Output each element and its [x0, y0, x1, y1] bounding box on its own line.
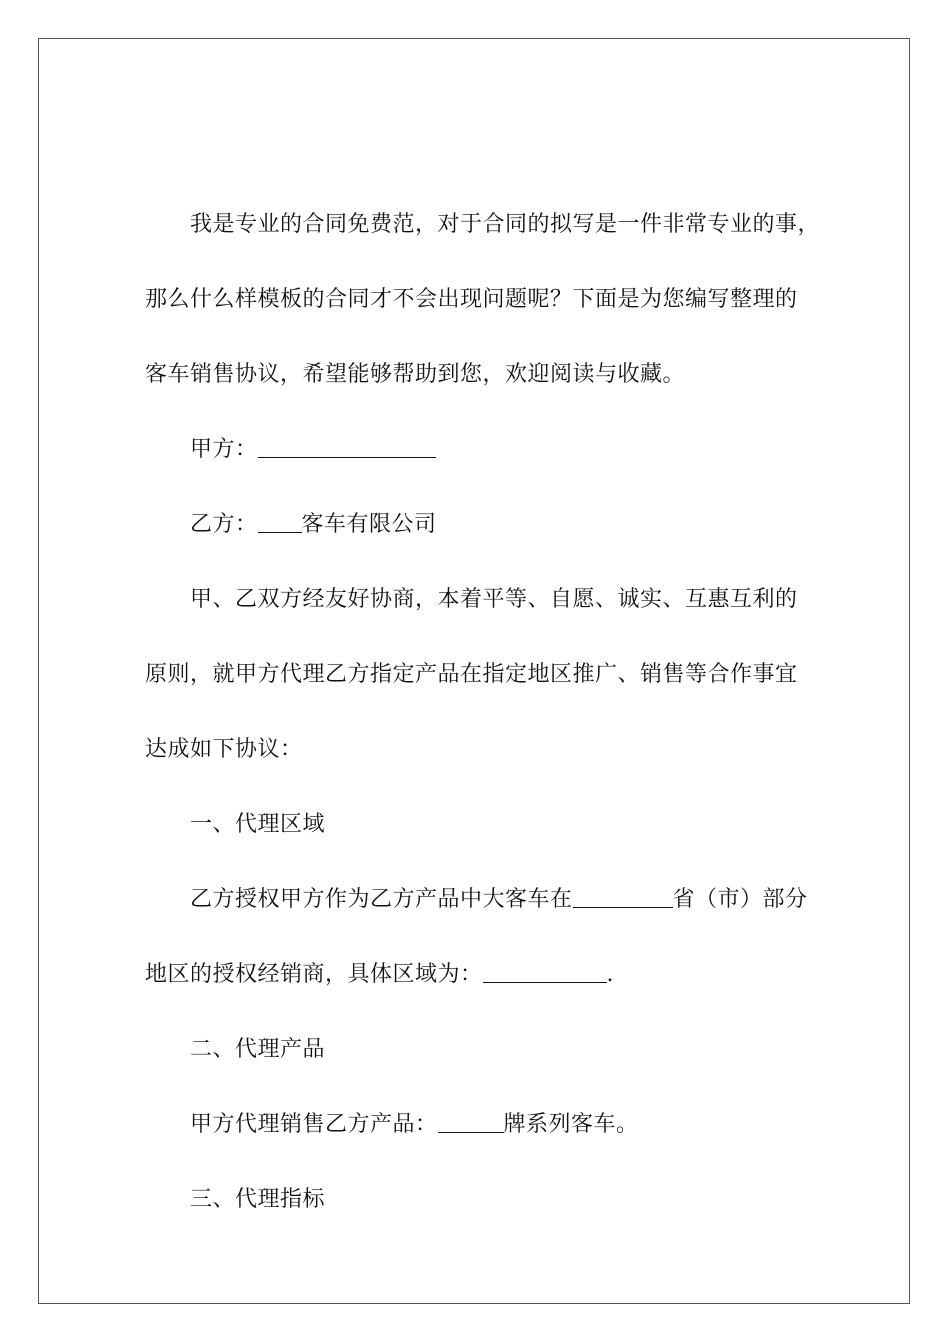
section-3-title: 三、代理指标 [190, 1187, 326, 1212]
party-b-line [145, 505, 815, 580]
section-2-prefix: 甲方代理销售乙方产品： [190, 1112, 438, 1137]
intro-line-1: 我是专业的合同免费范，对于合同的拟写是一件非常专业的事， [190, 212, 821, 237]
intro-line-3: 客车销售协议，希望能够帮助到您，欢迎阅读与收藏。 [145, 362, 686, 387]
section-1-line-1 [145, 880, 815, 955]
area-blank [483, 958, 607, 983]
document-body [145, 205, 821, 1255]
province-blank [573, 883, 673, 908]
preamble-line-2: 原则，就甲方代理乙方指定产品在指定地区推广、销售等合作事宜 [145, 662, 798, 687]
section-1-line-2-prefix: 地区的授权经销商，具体区域为： [145, 962, 483, 987]
section-1-line-1-suffix: 省（市）部分 [672, 887, 808, 912]
section-1-line-2-suffix: . [606, 962, 615, 987]
section-2-line [145, 1105, 815, 1180]
party-a-label: 甲方： [190, 437, 258, 462]
party-b-label: 乙方： [190, 512, 258, 537]
intro-line-2: 那么什么样模板的合同才不会出现问题呢？下面是为您编写整理的 [145, 287, 798, 312]
party-a-blank [258, 433, 436, 458]
section-1-line-1-prefix: 乙方授权甲方作为乙方产品中大客车在 [190, 887, 573, 912]
section-1-line-2 [145, 955, 815, 1030]
preamble-line-1: 甲、乙双方经友好协商，本着平等、自愿、诚实、互惠互利的 [190, 587, 798, 612]
brand-blank [438, 1108, 504, 1133]
party-b-suffix: 客车有限公司 [301, 512, 437, 537]
section-1-title: 一、代理区域 [190, 812, 326, 837]
section-2-title: 二、代理产品 [190, 1037, 326, 1062]
party-b-blank [258, 508, 302, 533]
preamble-line-3: 达成如下协议： [145, 737, 303, 762]
section-2-suffix: 牌系列客车。 [503, 1112, 639, 1137]
party-a-line [145, 430, 815, 505]
